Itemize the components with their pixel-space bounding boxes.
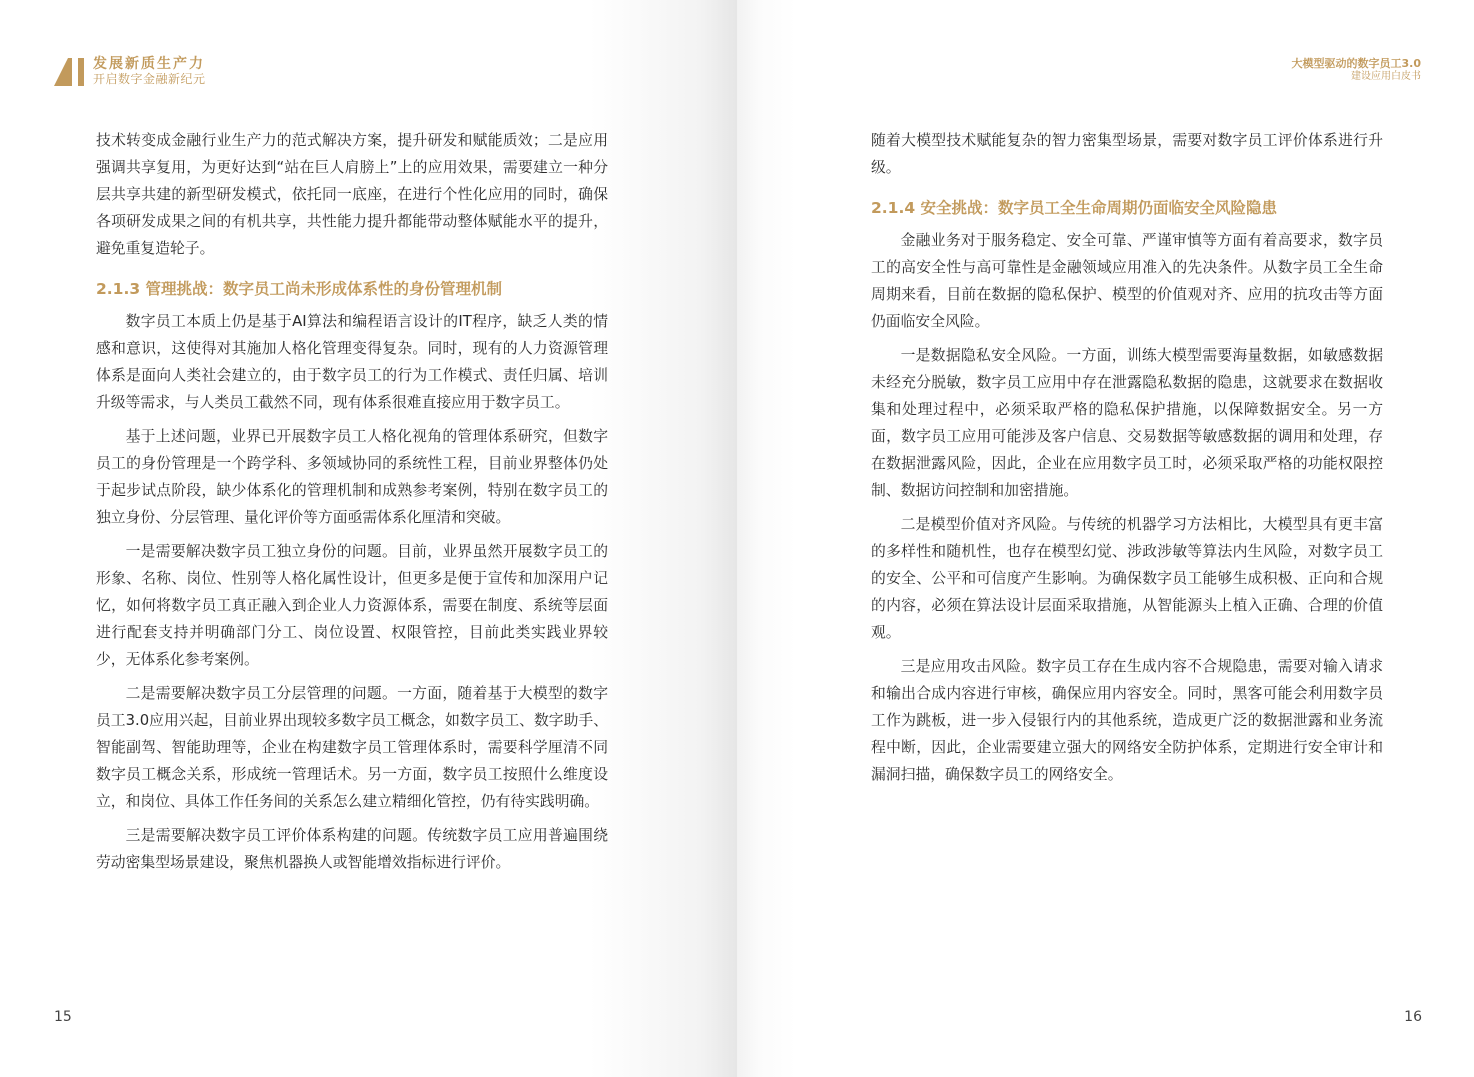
right-page-content <box>871 127 1383 795</box>
paragraph: 三是需要解决数字员工评价体系构建的问题。传统数字员工应用普遍围绕劳动密集型场景建设，聚焦机器换人或智能增效指标进行评价。 <box>96 827 608 871</box>
paragraph: 金融业务对于服务稳定、安全可靠、严谨审慎等方面有着高要求，数字员工的高安全性与高可靠性是金融领域应用准入的先决条件。从数字员工全生命周期来看，目前在数据的隐私保护、模型的价值观对齐、应用的抗攻击等方面仍面临安全风险。 <box>871 232 1383 330</box>
paragraph: 数字员工本质上仍是基于AI算法和编程语言设计的IT程序，缺乏人类的情感和意识，这使得对其施加人格化管理变得复杂。同时，现有的人力资源管理体系是面向人类社会建立的，由于数字员工的行为工作模式、责任归属、培训升级等需求，与人类员工截然不同，现有体系很难直接应用于数字员工。 <box>96 313 608 411</box>
right-header-subtitle: 建设应用白皮书 <box>1351 71 1421 82</box>
left-page-number: 15 <box>54 1009 72 1025</box>
right-header <box>1292 57 1422 83</box>
right-header-title: 大模型驱动的数字员工3.0 <box>1291 57 1421 70</box>
left-header <box>93 56 206 87</box>
left-header-subtitle: 开启数字金融新纪元 <box>93 72 206 86</box>
left-page-content <box>96 127 608 883</box>
paragraph: 三是应用攻击风险。数字员工存在生成内容不合规隐患，需要对输入请求和输出合成内容进行审核，确保应用内容安全。同时，黑客可能会利用数字员工作为跳板，进一步入侵银行内的其他系统，造成更广泛的数据泄露和业务流程中断，因此，企业需要建立强大的网络安全防护体系，定期进行安全审计和漏洞扫描，确保数字员工的网络安全。 <box>871 658 1383 783</box>
left-header-title: 发展新质生产力 <box>93 56 205 72</box>
paragraph: 二是需要解决数字员工分层管理的问题。一方面，随着基于大模型的数字员工3.0应用兴起，目前业界出现较多数字员工概念，如数字员工、数字助手、智能副驾、智能助理等，企业在构建数字员工管理体系时，需要科学厘清不同数字员工概念关系，形成统一管理话术。另一方面，数字员工按照什么维度设立，和岗位、具体工作任务间的关系怎么建立精细化管控，仍有待实践明确。 <box>96 685 608 810</box>
right-page-number: 16 <box>1404 1009 1422 1025</box>
ai-logo-icon <box>54 58 90 86</box>
left-intro-paragraph: 技术转变成金融行业生产力的范式解决方案，提升研发和赋能质效；二是应用强调共享复用，为更好达到“站在巨人肩膀上”上的应用效果，需要建立一种分层共享共建的新型研发模式，依托同一底座，在进行个性化应用的同时，确保各项研发成果之间的有机共享，共性能力提升都能带动整体赋能水平的提升，避免重复造轮子。 <box>96 132 608 257</box>
paragraph: 二是模型价值对齐风险。与传统的机器学习方法相比，大模型具有更丰富的多样性和随机性，也存在模型幻觉、涉政涉敏等算法内生风险，对数字员工的安全、公平和可信度产生影响。为确保数字员工能够生成积极、正向和合规的内容，必须在算法设计层面采取措施，从智能源头上植入正确、合理的价值观。 <box>871 516 1383 641</box>
section-heading-2-1-4: 2.1.4 安全挑战：数字员工全生命周期仍面临安全风险隐患 <box>871 199 1278 217</box>
section-heading-2-1-3: 2.1.3 管理挑战：数字员工尚未形成体系性的身份管理机制 <box>96 280 503 298</box>
right-intro-paragraph: 随着大模型技术赋能复杂的智力密集型场景，需要对数字员工评价体系进行升级。 <box>871 132 1383 176</box>
right-page <box>737 0 1474 1077</box>
paragraph: 一是数据隐私安全风险。一方面，训练大模型需要海量数据，如敏感数据未经充分脱敏，数字员工应用中存在泄露隐私数据的隐患，这就要求在数据收集和处理过程中，必须采取严格的隐私保护措施，以保障数据安全。另一方面，数字员工应用可能涉及客户信息、交易数据等敏感数据的调用和处理，存在数据泄露风险，因此，企业在应用数字员工时，必须采取严格的功能权限控制、数据访问控制和加密措施。 <box>871 347 1383 499</box>
paragraph: 基于上述问题，业界已开展数字员工人格化视角的管理体系研究，但数字员工的身份管理是一个跨学科、多领域协同的系统性工程，目前业界整体仍处于起步试点阶段，缺少体系化的管理机制和成熟参考案例，特别在数字员工的独立身份、分层管理、量化评价等方面亟需体系化厘清和突破。 <box>96 428 608 526</box>
paragraph: 一是需要解决数字员工独立身份的问题。目前，业界虽然开展数字员工的形象、名称、岗位、性别等人格化属性设计，但更多是便于宣传和加深用户记忆，如何将数字员工真正融入到企业人力资源体系，需要在制度、系统等层面进行配套支持并明确部门分工、岗位设置、权限管控，目前此类实践业界较少，无体系化参考案例。 <box>96 543 608 668</box>
